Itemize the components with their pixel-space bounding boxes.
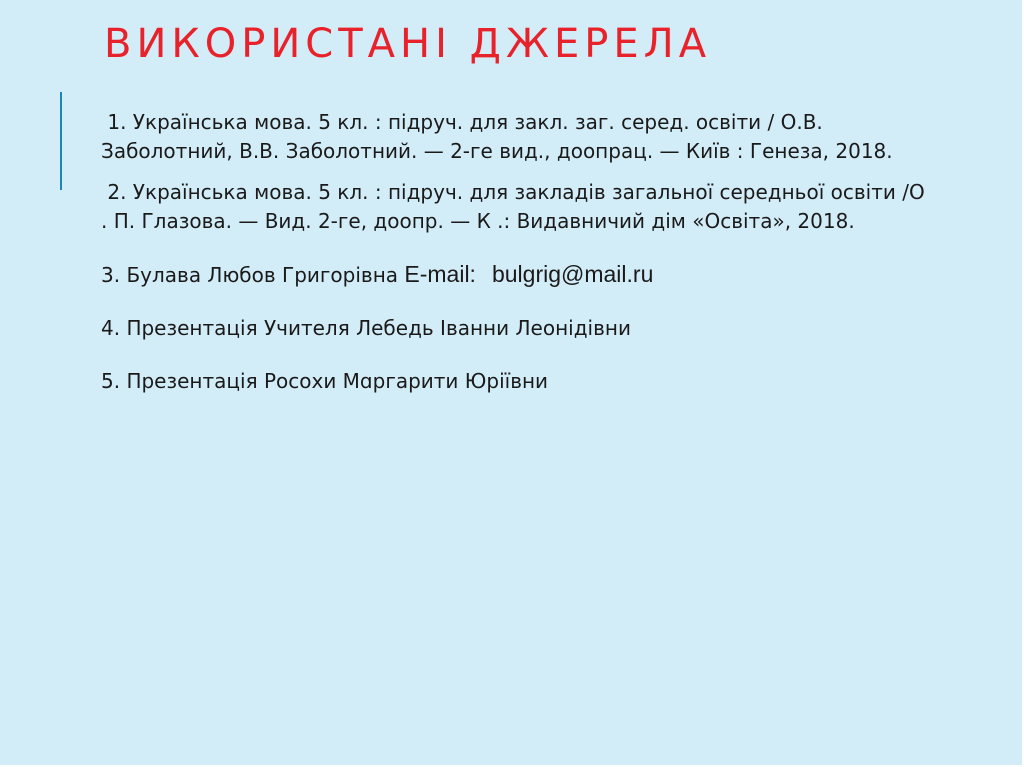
reference-item-5: 5. Презентація Росохи Мɑргарити Юріївни — [101, 369, 549, 393]
accent-bar — [60, 92, 62, 190]
email-label: E-mail: — [404, 261, 476, 287]
slide-title: ВИКОРИСТАНІ ДЖЕРЕЛА — [104, 21, 712, 67]
reference-3-author: 3. Булава Любов Григорівна — [101, 263, 405, 287]
reference-item-3 — [101, 260, 931, 290]
reference-item-1: 1. Українська мова. 5 кл. : підруч. для закл. заг. серед. освіти / О.В. Заболотний, В.В. Заболотний. — 2-ге вид., доопрац. — Київ : Генеза, 2018. — [101, 110, 893, 163]
references-list — [101, 108, 931, 396]
reference-item-2: 2. Українська мова. 5 кл. : підруч. для закладів загальної середньої освіти /О . П. Глазова. — Вид. 2-ге, доопр. — К .: Видавничий дім «Освіта», 2018. — [101, 180, 932, 233]
email-address: bulgrig@mail.ru — [491, 261, 654, 287]
reference-item-4: 4. Презентація Учителя Лебедь Іванни Леонідівни — [101, 316, 631, 340]
